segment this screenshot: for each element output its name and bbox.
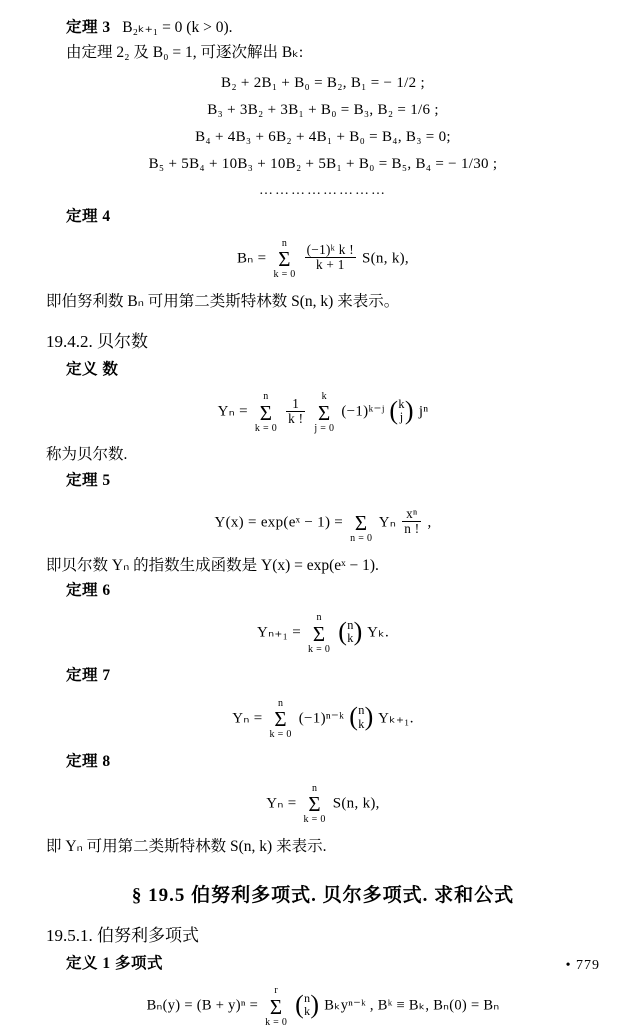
left-paren: ( (349, 702, 359, 732)
sigma-glyph: Σ (278, 247, 291, 272)
section-heading-19-5-1: 19.5.1. 伯努利多项式 (46, 926, 199, 945)
definition-1-label: 定义 1 多项式 (66, 955, 164, 972)
sum-lower-limit: k = 0 (269, 729, 292, 740)
eq4-lhs: Bₙ = (237, 250, 267, 267)
eqbell-sign: (−1)ᵏ⁻ʲ (341, 403, 385, 420)
summation-symbol (350, 503, 372, 545)
sum-upper-limit: n (316, 612, 322, 624)
bell-definition-note: 称为贝尔数. (46, 446, 128, 464)
eqdef1-tail: Bₖyⁿ⁻ᵏ , Bᵏ ≡ Bₖ, Bₙ(0) = Bₙ (324, 997, 500, 1014)
definition-1-label-line (66, 952, 600, 975)
sigma-glyph: Σ (312, 621, 326, 646)
sum-lower-limit: k = 0 (265, 1016, 288, 1028)
theorem-7-label: 定理 7 (66, 667, 111, 685)
left-paren: ( (389, 396, 399, 426)
sum-lower-limit: n = 0 (350, 533, 373, 545)
fraction (402, 507, 421, 536)
sum-upper-limit: n (311, 782, 318, 794)
theorem-4-label: 定理 4 (66, 207, 111, 225)
eq4-tail: S(n, k), (362, 250, 409, 267)
binom-bottom: k (347, 631, 354, 646)
theorem-5-label-line (66, 469, 600, 492)
left-paren: ( (338, 617, 348, 647)
sum-lower-limit: k = 0 (303, 814, 326, 826)
theorem-3-statement: B₂ₖ₊₁ = 0 (k > 0). (122, 19, 233, 36)
eq6-tail: Yₖ. (367, 624, 389, 641)
theorem-6-label: 定理 6 (66, 582, 111, 599)
binom-top: k (398, 396, 405, 411)
binomial-coefficient (338, 619, 362, 646)
eq5-mid: Yₙ (378, 514, 397, 531)
summation-symbol-inner (314, 392, 334, 434)
sum-upper-limit: k (321, 391, 327, 403)
sigma-glyph: Σ (308, 792, 321, 817)
equation-theorem-7 (46, 698, 600, 740)
ellipsis-line: …………………… (259, 182, 387, 198)
sum-upper-limit: n (281, 237, 288, 249)
theorem-5-label: 定理 5 (66, 471, 111, 489)
eqbell-tail: jⁿ (418, 403, 429, 420)
binom-bottom: k (358, 716, 365, 731)
equation-theorem-5 (46, 502, 600, 544)
eq7-sign: (−1)ⁿ⁻ᵏ (298, 709, 345, 726)
eq6-lhs: Yₙ₊₁ = (257, 624, 301, 641)
definition-label-line (66, 358, 600, 381)
fraction (286, 397, 305, 426)
summation-symbol (304, 784, 326, 826)
binomial-coefficient (295, 992, 319, 1018)
sigma-glyph: Σ (274, 707, 287, 731)
equation-theorem-6 (46, 612, 600, 654)
binom-bottom: j (399, 410, 404, 425)
equation-theorem-4 (46, 238, 600, 280)
chapter-section-heading: § 19.5 伯努利多项式. 贝尔多项式. 求和公式 (131, 885, 515, 906)
equation-b4: B₅ + 5B₄ + 10B₃ + 10B₂ + 5B₁ + B₀ = B₅, B₄ = − 1/30 ; (148, 155, 498, 172)
summation-symbol (265, 986, 287, 1028)
eq5-lhs: Y(x) = exp(eˣ − 1) = (214, 514, 344, 531)
equation-bell-definition (46, 391, 600, 433)
fraction-numerator: (−1)ᵏ k ! (306, 242, 354, 258)
eqbell-lhs: Yₙ = (217, 403, 248, 420)
equation-b2: B₃ + 3B₂ + 3B₁ + B₀ = B₃, B₂ = 1/6 ; (207, 101, 439, 118)
sum-lower-limit: k = 0 (254, 422, 278, 434)
binomial-coefficient (349, 704, 373, 731)
binom-bottom: k (304, 1004, 311, 1019)
summation-symbol-outer (255, 392, 277, 434)
left-paren: ( (295, 990, 305, 1020)
equation-theorem-8 (46, 783, 600, 825)
theorem-4-note: 即伯努利数 Bₙ 可用第二类斯特林数 S(n, k) 来表示。 (46, 292, 400, 310)
sum-lower-limit: j = 0 (314, 422, 335, 434)
section-heading-19-4-2: 19.4.2. 贝尔数 (46, 332, 148, 351)
equation-definition-1 (46, 985, 600, 1027)
definition-label: 定义 数 (66, 361, 119, 378)
right-paren: ) (404, 396, 414, 426)
sum-lower-limit: k = 0 (308, 643, 331, 655)
eq7-lhs: Yₙ = (232, 709, 263, 726)
eq8-tail: S(n, k), (332, 795, 380, 812)
theorem-4-label-line (66, 205, 600, 228)
fraction-numerator: xⁿ (406, 506, 418, 522)
binom-top: n (347, 617, 354, 632)
sigma-glyph: Σ (259, 400, 273, 425)
intro-paragraph: 由定理 2₂ 及 B₀ = 1, 可逐次解出 Bₖ: (66, 44, 304, 62)
sum-lower-limit: k = 0 (273, 269, 296, 281)
sigma-glyph: Σ (318, 400, 331, 425)
theorem-8-note: 即 Yₙ 可用第二类斯特林数 S(n, k) 来表示. (46, 837, 327, 855)
right-paren: ) (353, 617, 363, 647)
theorem-3-label: 定理 3 (66, 19, 111, 36)
fraction-denominator: n ! (404, 521, 420, 537)
sigma-glyph: Σ (269, 994, 283, 1019)
right-paren: ) (364, 702, 374, 732)
binom-top: n (358, 703, 365, 718)
summation-symbol (308, 613, 330, 655)
sum-upper-limit: r (274, 985, 278, 997)
eqdef1-lhs: Bₙ(y) = (B + y)ⁿ = (146, 997, 259, 1014)
fraction (305, 243, 356, 272)
eq5-tail: , (427, 514, 432, 531)
theorem-8-label-line (66, 750, 600, 773)
theorem-5-note: 即贝尔数 Yₙ 的指数生成函数是 Y(x) = exp(eˣ − 1). (46, 556, 379, 574)
theorem-6-label-line (66, 579, 600, 602)
sum-upper-limit: n (277, 697, 284, 709)
fraction-denominator: k ! (288, 410, 304, 426)
equation-b1: B₂ + 2B₁ + B₀ = B₂, B₁ = − 1/2 ; (221, 74, 425, 91)
theorem-7-label-line (66, 664, 600, 687)
equation-b3: B₄ + 4B₃ + 6B₂ + 4B₁ + B₀ = B₄, B₃ = 0; (195, 128, 451, 145)
binomial-coefficient (389, 398, 413, 425)
right-paren: ) (310, 990, 320, 1020)
theorem-3-line (66, 16, 600, 39)
sigma-glyph: Σ (354, 511, 368, 536)
eq8-lhs: Yₙ = (266, 795, 297, 812)
fraction-denominator: k + 1 (305, 257, 356, 272)
page-number: • 779 (565, 958, 600, 973)
summation-symbol (273, 239, 295, 281)
sum-upper-limit: n (263, 391, 269, 403)
fraction-numerator: 1 (292, 395, 300, 411)
summation-symbol (270, 699, 292, 741)
eq7-tail: Yₖ₊₁. (378, 709, 414, 726)
theorem-8-label: 定理 8 (66, 752, 111, 770)
binom-top: n (304, 991, 311, 1006)
